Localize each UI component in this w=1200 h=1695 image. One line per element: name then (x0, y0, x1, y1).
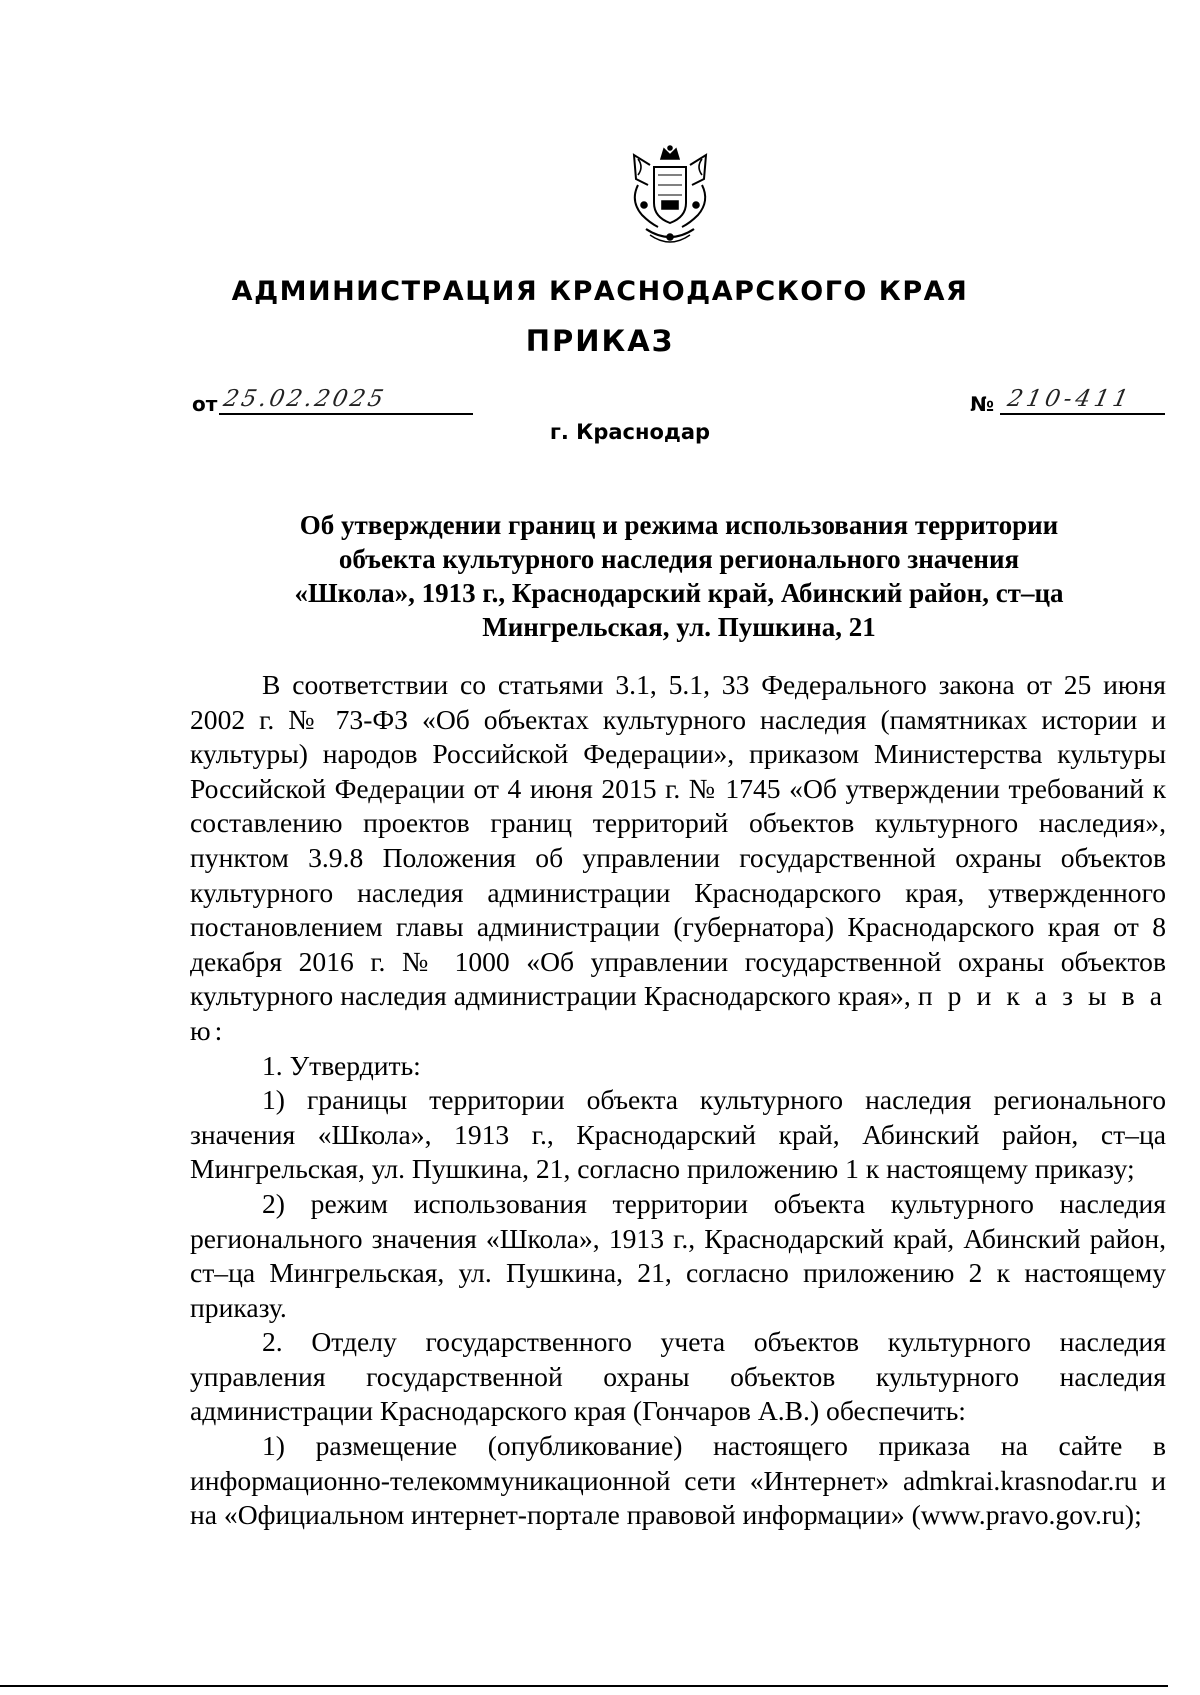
date-underline (219, 413, 473, 415)
number-value: 210-411 (1005, 386, 1135, 412)
date-label: от (192, 392, 218, 416)
document-body (190, 668, 1166, 1533)
item-1: 1. Утвердить: (262, 1049, 421, 1081)
date-value: 25.02.2025 (221, 386, 389, 412)
city-name: г. Краснодар (549, 420, 711, 444)
document-type: ПРИКАЗ (525, 324, 675, 358)
bottom-rule (0, 1685, 1168, 1687)
preamble-text: В соответствии со статьями 3.1, 5.1, 33 Федерального закона от 25 июня 2002 г. № 73-ФЗ «Об объектах культурного наследия (памятниках истории и культуры) народов Российской Федерации», приказом Министерства культуры Российской Федерации от 4 июня 2015 г. № 1745 «Об утверждении требований к составлению проектов границ территорий объектов культурного наследия», пунктом 3.9.8 Положения об управлении государственной охраны объектов культурного наследия администрации Краснодарского края, утвержденного постановлением главы администрации (губернатора) Краснодарского края от 8 декабря 2016 г. № 1000 «Об управлении государственной охраны объектов культурного наследия администрации Краснодарского края», (190, 669, 1166, 1012)
number-label: № (970, 392, 995, 416)
preamble-paragraph (190, 668, 1166, 1049)
item-1-2: 2) режим использования территории объекта культурного наследия регионального значения «Школа», 1913 г., Краснодарский край, Абинский район, ст–ца Мингрельская, ул. Пушкина, 21, согласно приложению 2 к настоящему приказу. (190, 1187, 1166, 1323)
item-2: 2. Отделу государственного учета объектов культурного наследия управления государственной охраны объектов культурного наследия администрации Краснодарского края (Гончаров А.В.) обеспечить: (190, 1326, 1166, 1427)
number-underline (1000, 413, 1165, 415)
item-2-1: 1) размещение (опубликование) настоящего приказа на сайте в информационно-телекоммуникационной сети «Интернет» admkrai.krasnodar.ru и на «Официальном интернет-портале правовой информации» (www.pravo.gov.ru); (190, 1430, 1166, 1531)
order-word: п р и к а з ы в а ю: (190, 980, 1166, 1046)
coat-of-arms-icon (628, 145, 713, 250)
document-title: Об утверждении границ и режима использования территории объекта культурного наследия регионального значения «Школа», 1913 г., Краснодарский край, Абинский район, ст–ца Мингрельская, ул. Пушкина, 21 (294, 510, 1064, 642)
item-1-1: 1) границы территории объекта культурного наследия регионального значения «Школа», 1913 г., Краснодарский край, Абинский район, ст–ца Мингрельская, ул. Пушкина, 21, согласно приложению 1 к настоящему приказу; (190, 1084, 1166, 1185)
organization-name: АДМИНИСТРАЦИЯ КРАСНОДАРСКОГО КРАЯ (231, 276, 969, 307)
